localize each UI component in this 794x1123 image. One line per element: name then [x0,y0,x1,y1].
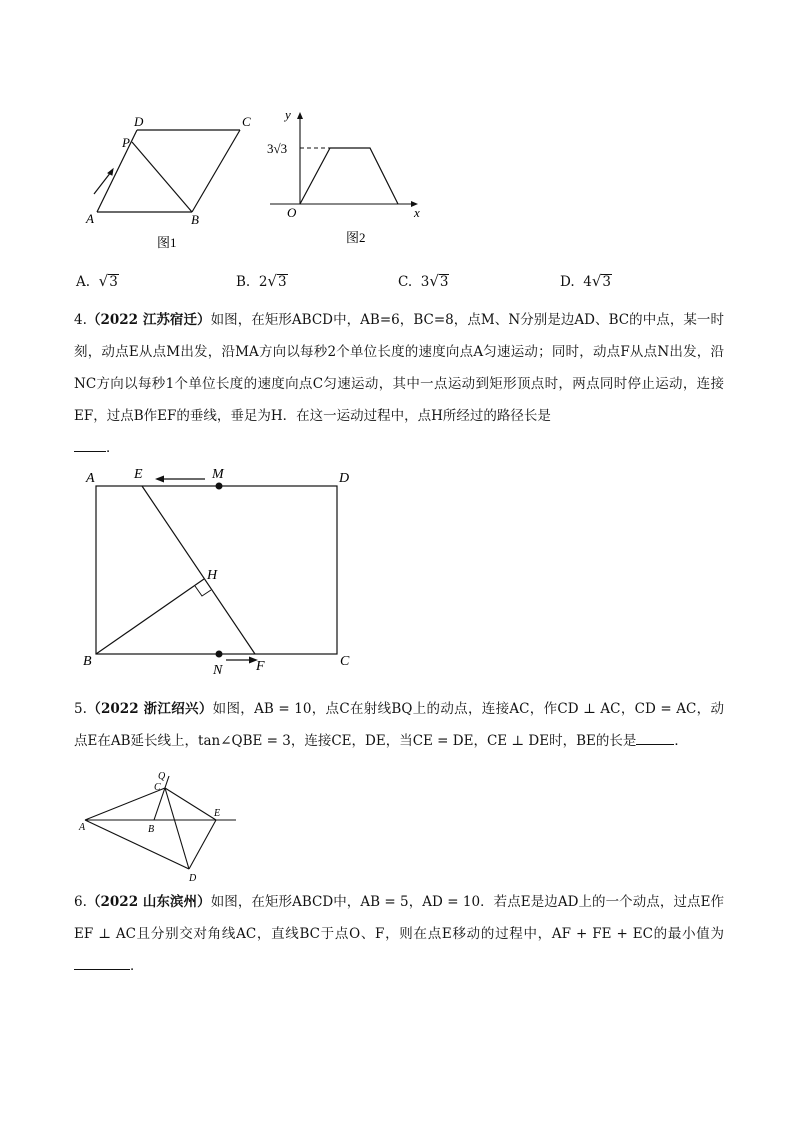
label-A: A [86,471,95,486]
figure-parallelogram [78,108,258,253]
question-5-end: ． [674,733,688,749]
choice-c[interactable]: C. 3√3 [398,272,449,290]
answer-choices [76,272,736,296]
figure-graph [262,106,432,246]
question-6-number: 6. [74,894,87,910]
figure-rectangle-q4 [78,462,368,678]
label-y-tick: 3√3 [267,141,288,156]
choice-b[interactable]: B. 2√3 [236,272,287,290]
label-C: C [242,114,251,129]
choice-d[interactable]: D. 4√3 [560,272,611,290]
question-6-source: （2022 山东滨州） [86,894,211,910]
label-C: C [154,782,161,793]
caption-fig2: 图2 [346,230,366,245]
label-B: B [148,824,155,835]
choice-a[interactable]: A. √3 [76,272,118,290]
question-6-text: 如图，在矩形ABCD中，AB = 5，AD = 10．若点E是边AD上的一个动点，过点E作EF ⊥ AC且分别交对角线AC，直线BC于点O、F，则在点E移动的过程中，AF + FE + EC的最小值为 [74,894,724,942]
question-5-text: 如图，AB = 10，点C在射线BQ上的动点，连接AC，作CD ⊥ AC，CD = AC，动点E在AB延长线上，tan∠QBE = 3，连接CE，DE，当CE = DE，CE ⊥ DE时，BE的长是 [74,701,724,749]
label-C: C [340,654,350,669]
label-B: B [191,212,199,227]
label-H: H [207,568,218,583]
label-D: D [339,471,350,486]
figure-q5 [76,768,246,886]
question-5-answer-blank[interactable] [636,731,674,746]
question-4-source: （2022 江苏宿迁） [86,312,211,328]
question-5-number: 5. [74,701,87,717]
label-A: A [86,211,94,226]
question-5-source: （2022 浙江绍兴） [86,701,213,717]
label-E: E [134,467,143,482]
question-4-number: 4. [74,312,87,328]
question-4 [74,304,724,464]
question-6-answer-blank[interactable] [74,956,130,971]
label-D: D [189,873,197,884]
label-x-axis: x [414,205,420,220]
label-D: D [134,114,144,129]
question-4-text: 如图，在矩形ABCD中，AB=6，BC=8，点M、N分别是边AD、BC的中点，某一时刻，动点E从点M出发，沿MA方向以每秒2个单位长度的速度向点A匀速运动；同时，动点F从点N出发，沿NC方向以每秒1个单位长度的速度向点C匀速运动，其中一点运动到矩形顶点时，两点同时停止运动，连接EF，过点B作EF的垂线，垂足为H．在这一运动过程中，点H所经过的路径长是 [74,312,724,424]
label-F: F [256,659,265,674]
question-4-answer-blank[interactable] [74,438,106,453]
label-Q: Q [158,771,166,782]
label-y-axis: y [285,107,291,122]
label-origin: O [287,205,297,220]
question-5 [74,693,724,757]
question-4-end: ． [106,440,120,456]
label-P: P [122,135,130,150]
question-6 [74,886,724,982]
label-E: E [214,808,221,819]
label-N: N [213,663,223,678]
caption-fig1: 图1 [157,235,177,250]
label-B: B [83,654,92,669]
label-M: M [212,467,224,482]
label-A: A [79,822,86,833]
question-6-end: ． [130,958,144,974]
